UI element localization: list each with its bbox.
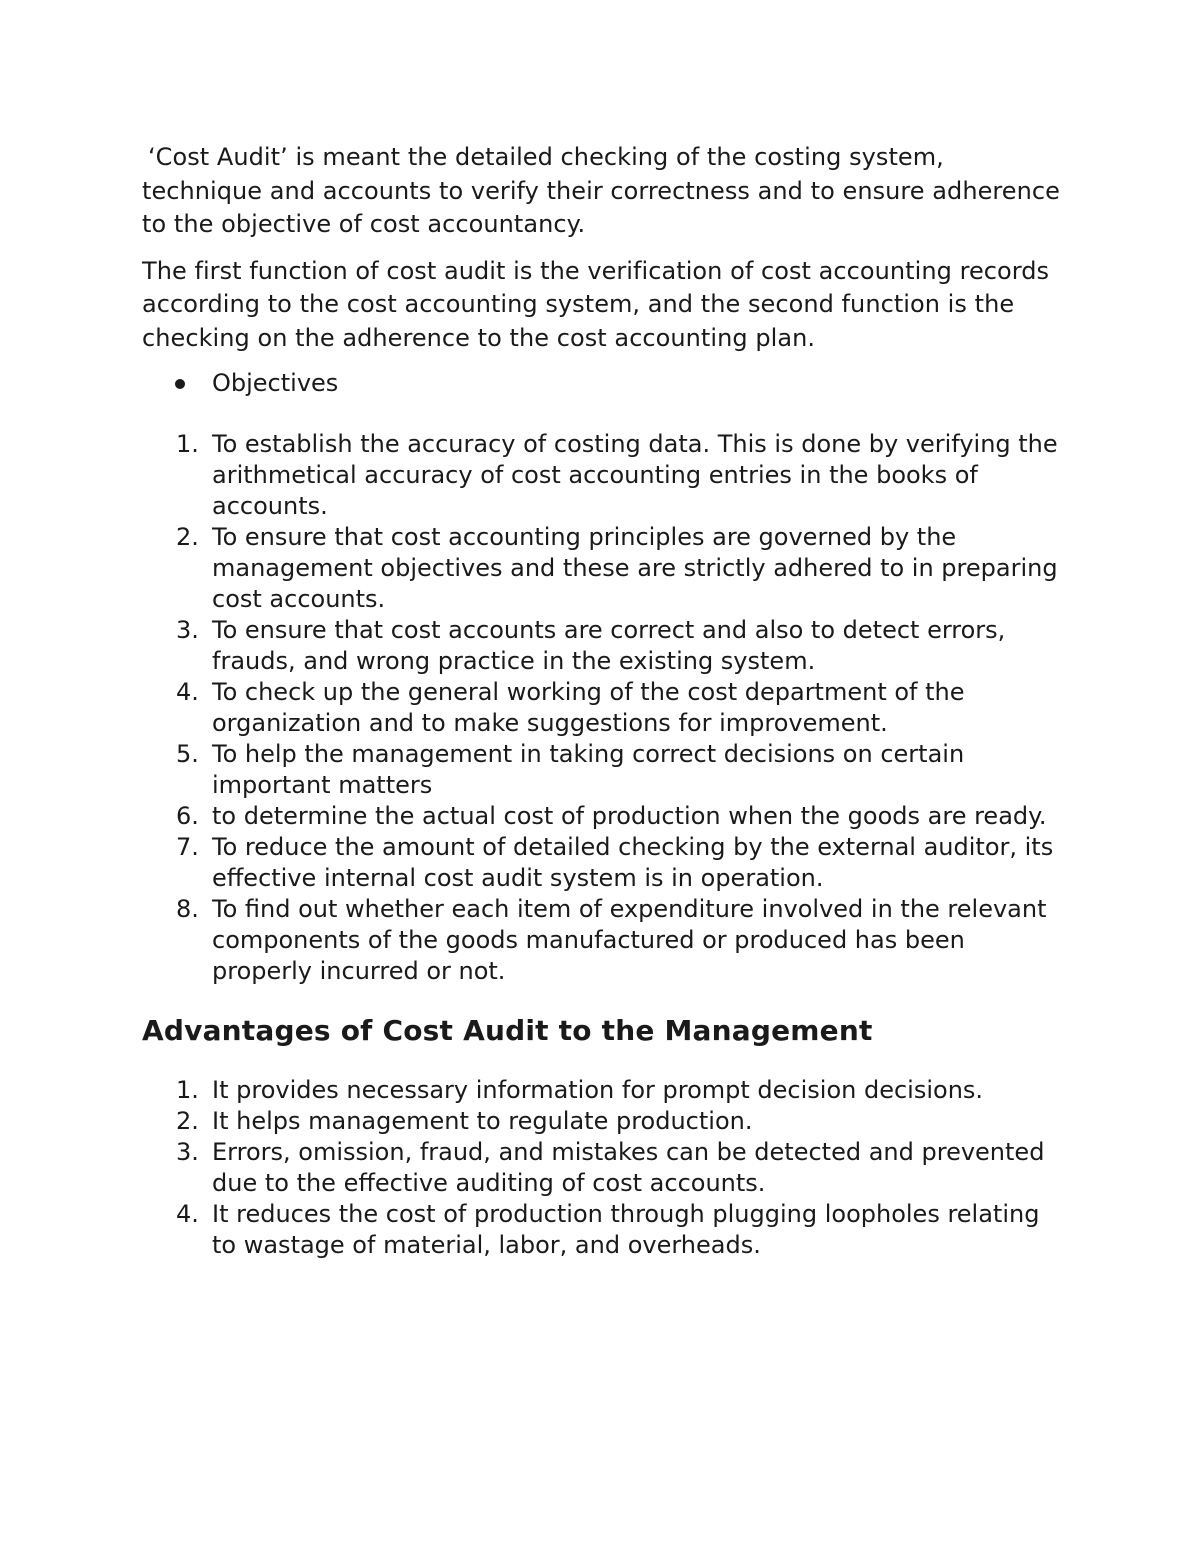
- list-item: [142, 522, 1062, 615]
- list-number: 4.: [176, 678, 199, 706]
- list-item-text: To reduce the amount of detailed checking by the external auditor, its effective internal cost audit system is in operation.: [212, 833, 1054, 892]
- list-number: 2.: [176, 523, 199, 551]
- list-number: 3.: [176, 616, 199, 644]
- list-item: [142, 801, 1062, 832]
- list-number: 2.: [176, 1107, 199, 1135]
- intro-paragraph-2: The first function of cost audit is the verification of cost accounting records according to the cost accounting system, and the second function is the checking on the adherence to the cost accounting plan.: [142, 256, 1050, 352]
- objectives-bullet-item: [142, 368, 1062, 399]
- list-item: [142, 677, 1062, 739]
- list-item-text: To check up the general working of the cost department of the organization and to make suggestions for improvement.: [212, 678, 965, 737]
- advantages-list: [142, 1075, 1062, 1261]
- list-item: [142, 739, 1062, 801]
- objectives-bullet-list: [142, 368, 1062, 399]
- list-item-text: To establish the accuracy of costing data. This is done by verifying the arithmetical accuracy of cost accounting entries in the books of accounts.: [212, 430, 1058, 520]
- list-item: [142, 1137, 1062, 1199]
- intro-paragraph-1: ‘Cost Audit’ is meant the detailed checking of the costing system, technique and accounts to verify their correctness and to ensure adherence to the objective of cost accountancy.: [142, 143, 1060, 238]
- list-item: [142, 1199, 1062, 1261]
- document-page: [142, 141, 1062, 1261]
- list-item-text: It helps management to regulate production.: [212, 1107, 753, 1135]
- list-number: 5.: [176, 740, 199, 768]
- advantages-heading: Advantages of Cost Audit to the Management: [142, 1014, 873, 1047]
- list-item: [142, 832, 1062, 894]
- list-item: [142, 894, 1062, 987]
- list-number: 3.: [176, 1138, 199, 1166]
- objectives-list: [142, 429, 1062, 987]
- list-number: 4.: [176, 1200, 199, 1228]
- bullet-icon: [175, 379, 185, 389]
- list-item: [142, 1106, 1062, 1137]
- list-number: 7.: [176, 833, 199, 861]
- list-item-text: To ensure that cost accounts are correct and also to detect errors, frauds, and wrong practice in the existing system.: [212, 616, 1006, 675]
- list-item-text: It reduces the cost of production through plugging loopholes relating to wastage of material, labor, and overheads.: [212, 1200, 1040, 1259]
- list-item-text: Errors, omission, fraud, and mistakes can be detected and prevented due to the effective auditing of cost accounts.: [212, 1138, 1045, 1197]
- objectives-label: Objectives: [212, 369, 339, 397]
- list-item-text: It provides necessary information for prompt decision decisions.: [212, 1076, 984, 1104]
- list-number: 1.: [176, 1076, 199, 1104]
- list-number: 6.: [176, 802, 199, 830]
- list-item: [142, 429, 1062, 522]
- list-item-text: To find out whether each item of expenditure involved in the relevant components of the goods manufactured or produced has been properly incurred or not.: [212, 895, 1047, 985]
- list-item: [142, 615, 1062, 677]
- list-item-text: to determine the actual cost of production when the goods are ready.: [212, 802, 1047, 830]
- list-item-text: To help the management in taking correct decisions on certain important matters: [212, 740, 965, 799]
- list-item: [142, 1075, 1062, 1106]
- list-item-text: To ensure that cost accounting principles are governed by the management objectives and these are strictly adhered to in preparing cost accounts.: [212, 523, 1058, 613]
- list-number: 8.: [176, 895, 199, 923]
- list-number: 1.: [176, 430, 199, 458]
